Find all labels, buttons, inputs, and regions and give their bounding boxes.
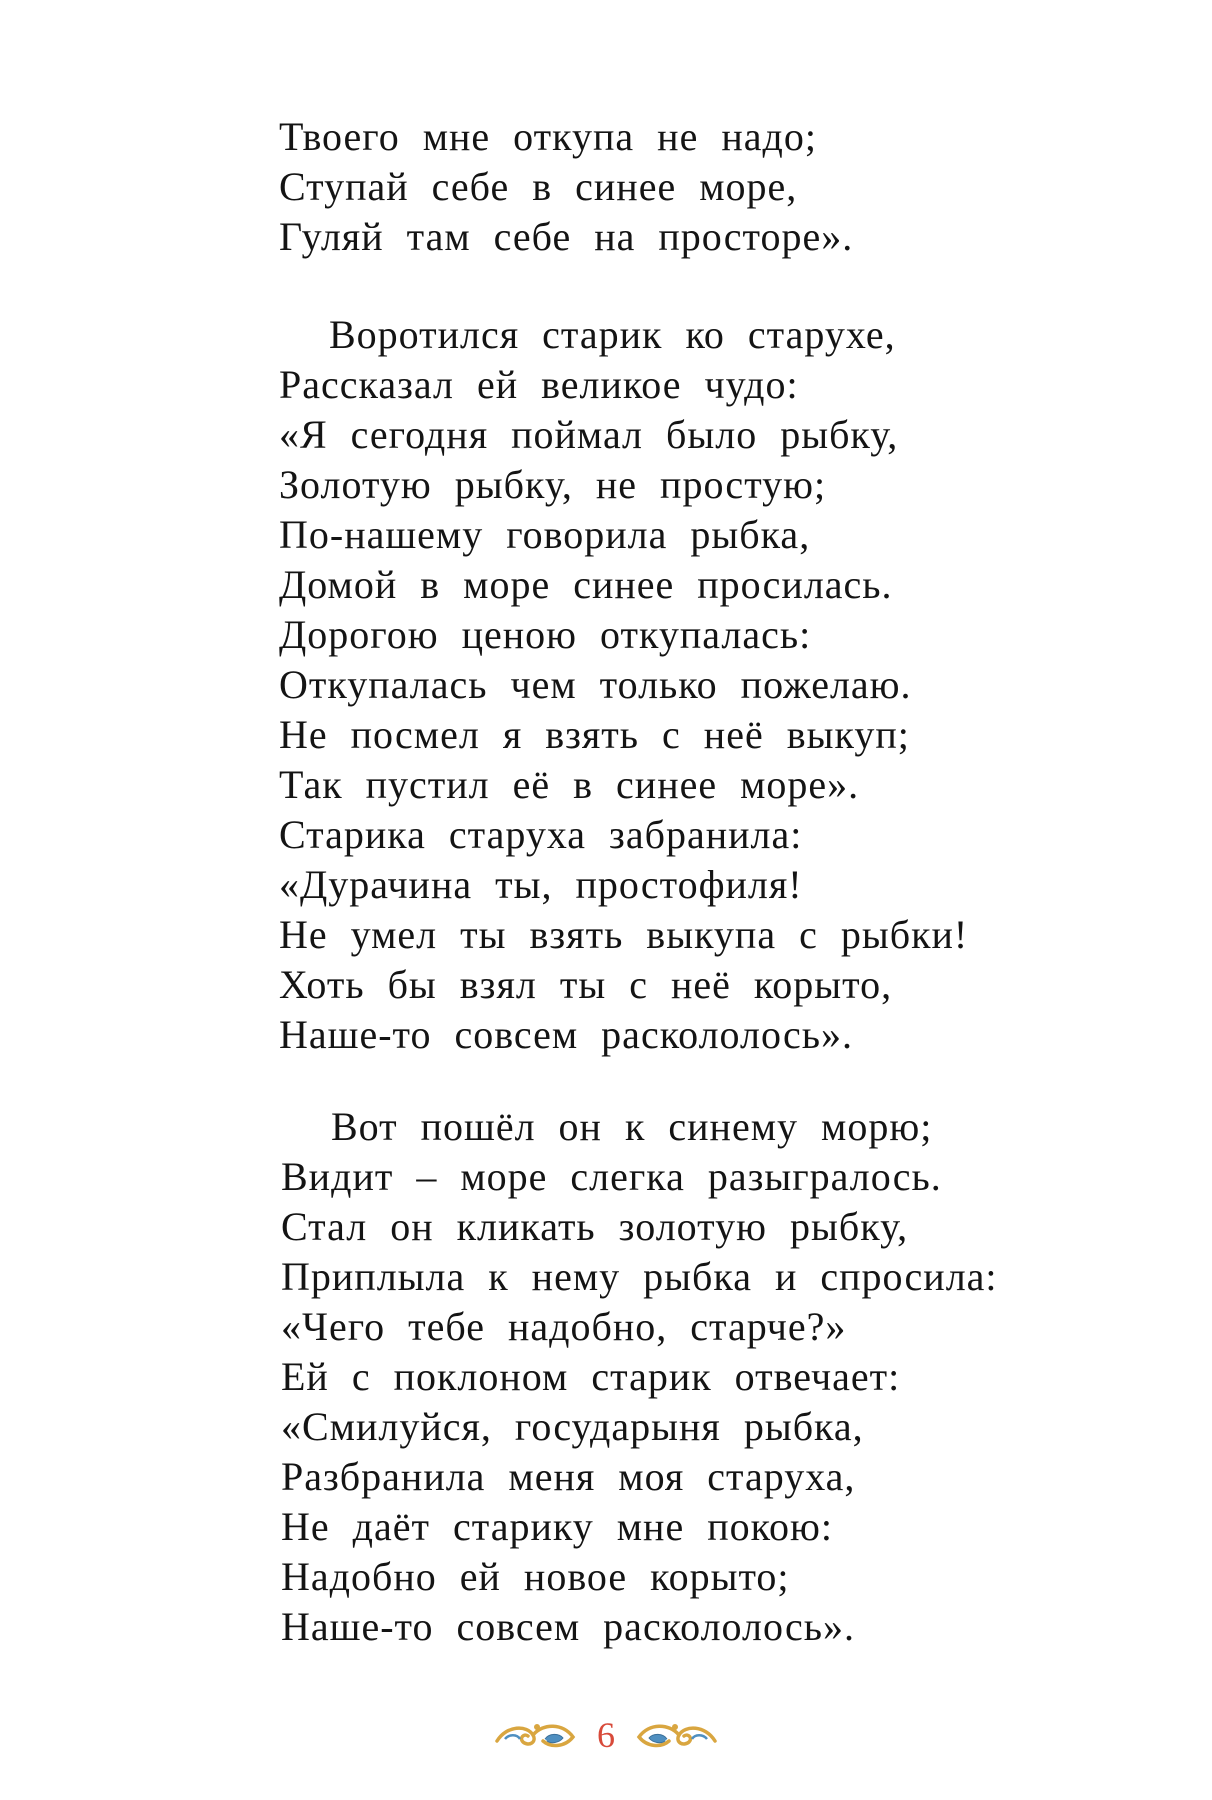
poem-line: Ступай себе в синее море, bbox=[279, 164, 798, 209]
page-number: 6 bbox=[597, 1715, 615, 1755]
poem-line: Гуляй там себе на просторе». bbox=[279, 214, 854, 259]
poem-line: «Я сегодня поймал было рыбку, bbox=[279, 412, 899, 457]
scroll-ornament-icon bbox=[493, 1715, 577, 1755]
poem-line: Твоего мне откупа не надо; bbox=[279, 114, 817, 159]
poem-line: Не посмел я взять с неё выкуп; bbox=[279, 712, 910, 757]
poem-line: По-нашему говорила рыбка, bbox=[279, 512, 811, 557]
poem-line: Откупалась чем только пожелаю. bbox=[279, 662, 912, 707]
poem-line: «Дурачина ты, простофиля! bbox=[279, 862, 803, 907]
poem-line: Старика старуха забранила: bbox=[279, 812, 803, 857]
poem-line: Так пустил её в синее море». bbox=[279, 762, 860, 807]
poem-line: Дорогою ценою откупалась: bbox=[279, 612, 812, 657]
poem-line: Не умел ты взять выкупа с рыбки! bbox=[279, 912, 969, 957]
poem-line: «Чего тебе надобно, старче?» bbox=[281, 1304, 847, 1349]
poem-line: Приплыла к нему рыбка и спросила: bbox=[281, 1254, 998, 1299]
poem-line: Видит – море слегка разыгралось. bbox=[281, 1154, 942, 1199]
poem-line: Надобно ей новое корыто; bbox=[281, 1554, 790, 1599]
poem-line: Рассказал ей великое чудо: bbox=[279, 362, 799, 407]
poem-line: Вот пошёл он к синему морю; bbox=[331, 1104, 933, 1149]
stanza bbox=[279, 310, 968, 1060]
page-footer bbox=[0, 1705, 1212, 1765]
poem-line: Золотую рыбку, не простую; bbox=[279, 462, 827, 507]
poem-line: Наше-то совсем раскололось». bbox=[279, 1012, 853, 1057]
poem-line: Ей с поклоном старик отвечает: bbox=[281, 1354, 901, 1399]
poem-line: Домой в море синее просилась. bbox=[279, 562, 893, 607]
poem-line: Наше-то совсем раскололось». bbox=[281, 1604, 855, 1649]
poem-line: Стал он кликать золотую рыбку, bbox=[281, 1204, 909, 1249]
scroll-ornament-icon bbox=[635, 1715, 719, 1755]
poem-line: Разбранила меня моя старуха, bbox=[281, 1454, 856, 1499]
stanza bbox=[279, 112, 853, 262]
poem-line: Не даёт старику мне покою: bbox=[281, 1504, 834, 1549]
poem-line: «Смилуйся, государыня рыбка, bbox=[281, 1404, 864, 1449]
poem-line: Хоть бы взял ты с неё корыто, bbox=[279, 962, 893, 1007]
stanza bbox=[281, 1102, 998, 1652]
poem-line: Воротился старик ко старухе, bbox=[329, 312, 896, 357]
